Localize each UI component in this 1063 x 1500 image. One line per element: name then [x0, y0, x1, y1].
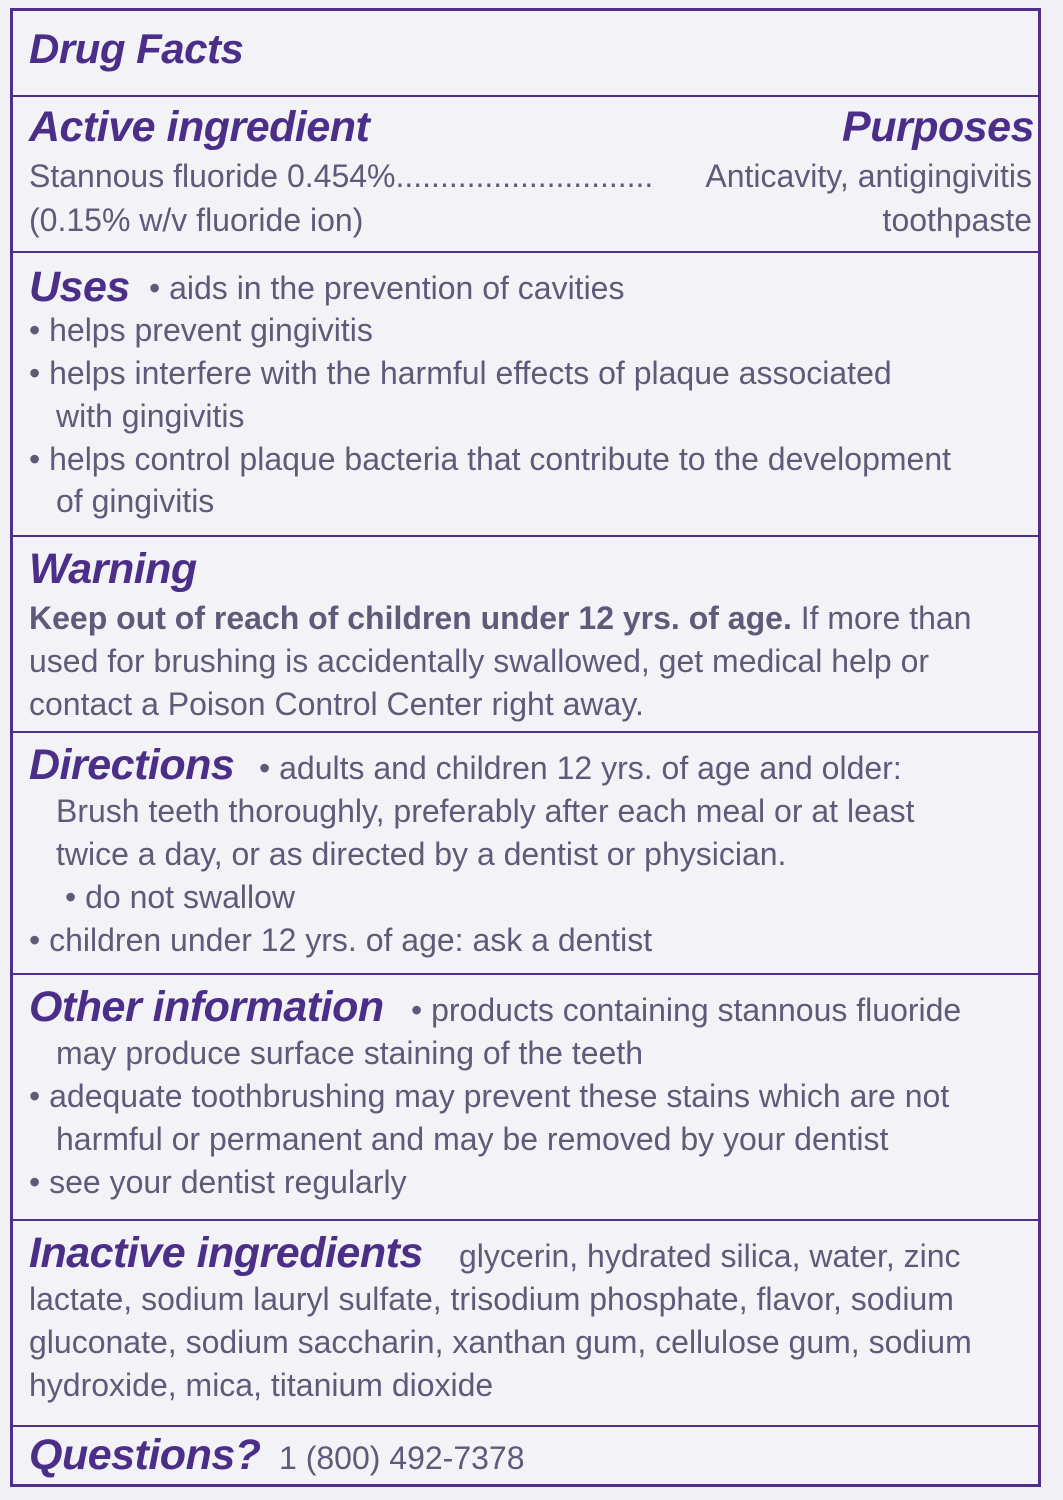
other-information-heading: Other information: [29, 983, 384, 1031]
directions-line: • do not swallow: [65, 879, 295, 915]
inactive-ingredients-line: lactate, sodium lauryl sulfate, trisodium phosphate, flavor, sodium: [29, 1281, 954, 1317]
drug-facts-panel: [10, 8, 1041, 1487]
uses-line: • helps prevent gingivitis: [29, 312, 373, 348]
warning-line-1: [29, 597, 971, 639]
warning-section: [13, 535, 1038, 731]
directions-line: twice a day, or as directed by a dentist or physician.: [56, 836, 787, 872]
questions-section: [13, 1425, 1038, 1484]
uses-line: of gingivitis: [56, 483, 215, 519]
directions-heading: Directions: [29, 741, 235, 789]
uses-line: • helps control plaque bacteria that contribute to the development: [29, 441, 952, 477]
uses-line: with gingivitis: [56, 398, 245, 434]
fluoride-ion-line: (0.15% w/v fluoride ion): [29, 202, 364, 238]
uses-section: [13, 251, 1038, 535]
other-information-line: • adequate toothbrushing may prevent these stains which are not: [29, 1078, 950, 1114]
drug-facts-title: Drug Facts: [29, 25, 244, 72]
purpose-line-2: toothpaste: [882, 202, 1032, 238]
inactive-ingredients-line: gluconate, sodium saccharin, xanthan gum, cellulose gum, sodium: [29, 1324, 972, 1360]
uses-heading: Uses: [29, 263, 130, 311]
directions-section: [13, 731, 1038, 973]
active-ingredient-line: Stannous fluoride 0.454%.............................: [29, 158, 654, 194]
warning-line-3: contact a Poison Control Center right away.: [29, 686, 644, 722]
other-information-line: may produce surface staining of the teeth: [56, 1035, 644, 1071]
purposes-heading: Purposes: [842, 103, 1034, 151]
directions-line: • children under 12 yrs. of age: ask a dentist: [29, 922, 653, 958]
warning-rest-text: If more than: [791, 600, 972, 636]
warning-bold-text: Keep out of reach of children under 12 yrs. of age.: [29, 600, 792, 636]
other-information-section: [13, 973, 1038, 1219]
purpose-line: Anticavity, antigingivitis: [705, 158, 1032, 194]
inactive-ingredients-section: [13, 1219, 1038, 1425]
directions-line: Brush teeth thoroughly, preferably after each meal or at least: [56, 793, 915, 829]
inactive-ingredients-heading: Inactive ingredients: [29, 1229, 423, 1277]
directions-line: • adults and children 12 yrs. of age and older:: [259, 750, 902, 786]
warning-heading: Warning: [29, 545, 197, 593]
other-information-line: harmful or permanent and may be removed by your dentist: [56, 1121, 889, 1157]
questions-heading: Questions?: [29, 1431, 261, 1479]
inactive-ingredients-line: glycerin, hydrated silica, water, zinc: [459, 1238, 961, 1274]
uses-line: • helps interfere with the harmful effects of plaque associated: [29, 355, 892, 391]
questions-phone: 1 (800) 492-7378: [279, 1440, 525, 1476]
inactive-ingredients-line: hydroxide, mica, titanium dioxide: [29, 1367, 494, 1403]
other-information-line: • products containing stannous fluoride: [411, 992, 962, 1028]
warning-line-2: used for brushing is accidentally swallowed, get medical help or: [29, 643, 930, 679]
uses-line: • aids in the prevention of cavities: [149, 270, 625, 306]
active-ingredient-heading: Active ingredient: [29, 103, 370, 151]
other-information-line: • see your dentist regularly: [29, 1164, 407, 1200]
active-ingredient-section: [13, 95, 1038, 251]
